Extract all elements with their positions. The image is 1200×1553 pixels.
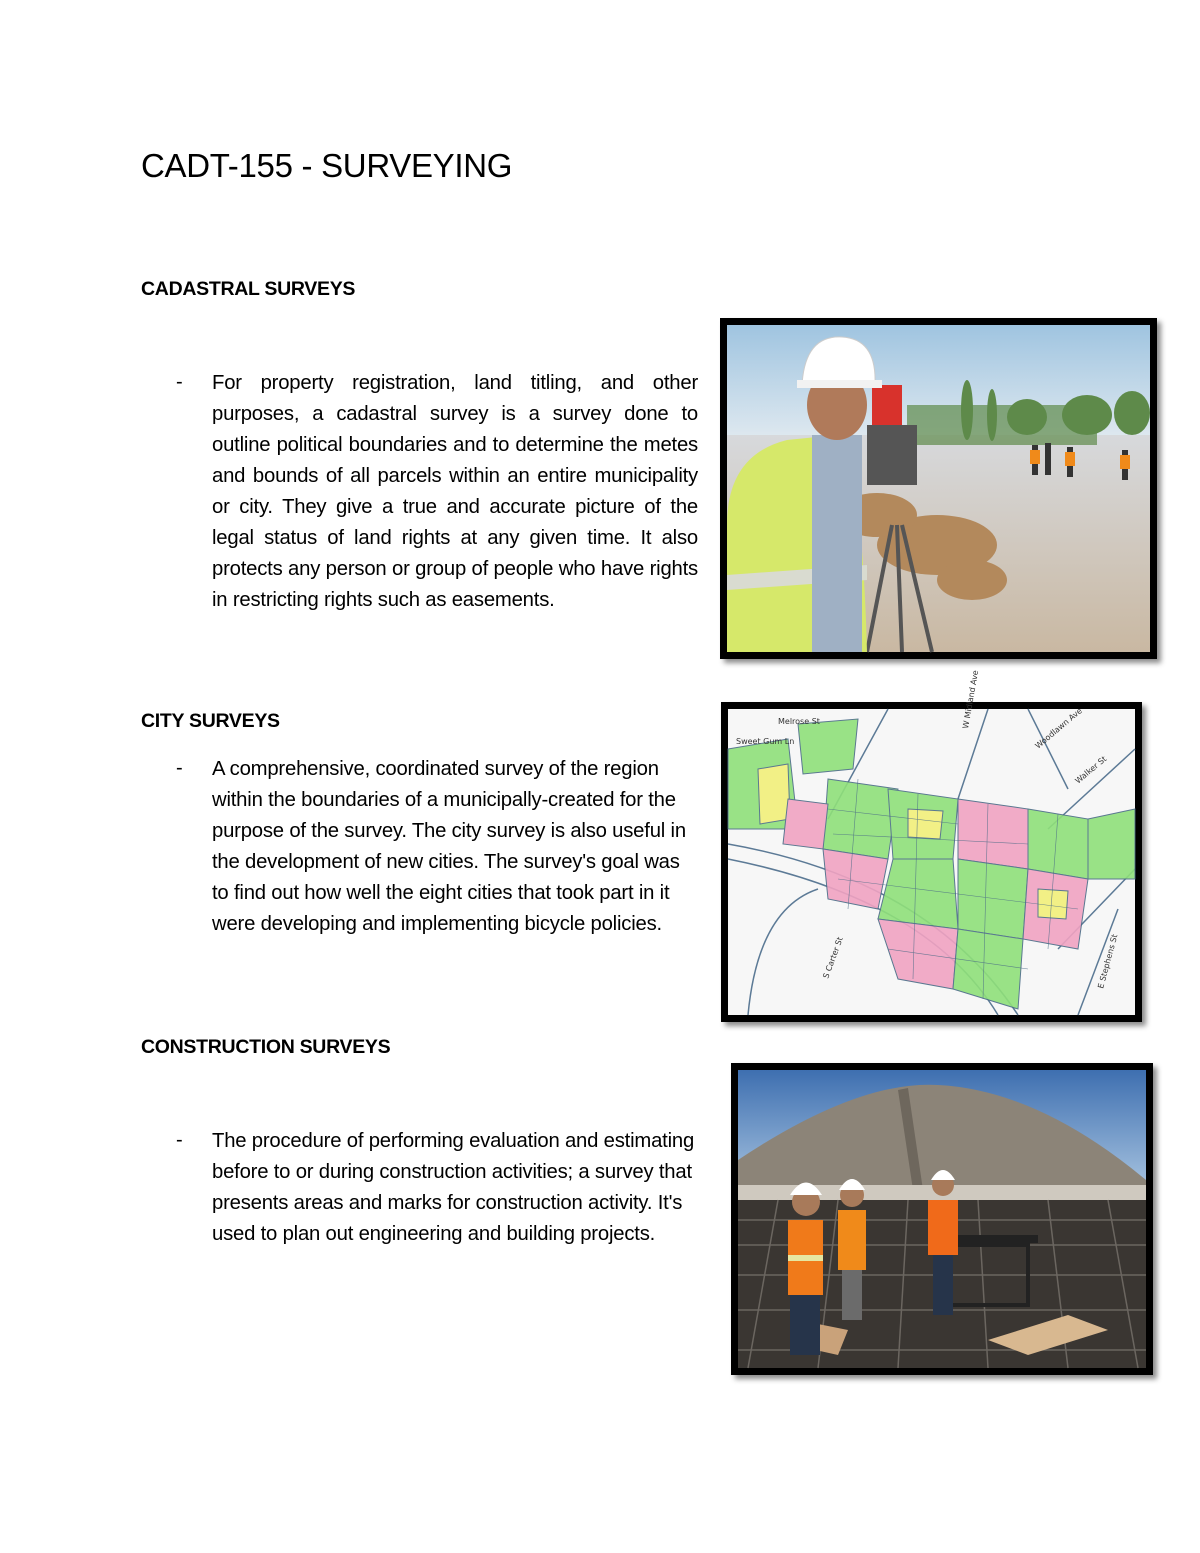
bullet-dash: - xyxy=(176,757,183,779)
parcel-map-illustration xyxy=(728,669,1135,1015)
page-title: CADT-155 - SURVEYING xyxy=(141,147,513,184)
map-street-label: E Stephens St xyxy=(1096,933,1120,990)
section-heading-city: CITY SURVEYS xyxy=(141,710,280,732)
cadastral-description: For property registration, land titling, and other purposes, a cadastral survey is a survey done to outline political boundaries and to determine the metes and bounds of all parcels within an entire municipality or city. They give a true and accurate picture of the legal status of land rights at any given time. It also protects any person or group of people who have rights in restricting rights such as easements. xyxy=(212,372,698,611)
map-street-label: Sweet Gum Ln xyxy=(736,737,795,746)
map-street-label: Woodlawn Ave xyxy=(1033,706,1084,751)
map-street-label: S Carter St xyxy=(821,935,845,980)
map-street-label: Walker St xyxy=(1073,754,1109,786)
cadastral-survey-photo xyxy=(720,318,1157,659)
map-street-label: Melrose St xyxy=(778,717,820,726)
section-heading-construction: CONSTRUCTION SURVEYS xyxy=(141,1036,391,1058)
map-street-label: W Midland Ave xyxy=(961,669,981,730)
construction-description: The procedure of performing evaluation and estimating before to or during construction activities; a survey that presents areas and marks for construction activity. It's used to plan out engineering and building projects. xyxy=(212,1130,695,1245)
city-survey-map xyxy=(721,669,1142,1022)
surveyor-illustration xyxy=(727,325,1150,652)
construction-site-illustration xyxy=(738,1070,1146,1368)
bullet-dash: - xyxy=(176,1129,183,1151)
bullet-dash: - xyxy=(176,371,183,393)
city-description: A comprehensive, coordinated survey of the region within the boundaries of a municipally-created for the purpose of the survey. The city survey is also useful in the development of new cities. The survey's goal was to find out how well the eight cities that took part in it were developing and implementing bicycle policies. xyxy=(212,758,686,935)
section-heading-cadastral: CADASTRAL SURVEYS xyxy=(141,278,356,300)
construction-survey-photo xyxy=(731,1063,1153,1375)
